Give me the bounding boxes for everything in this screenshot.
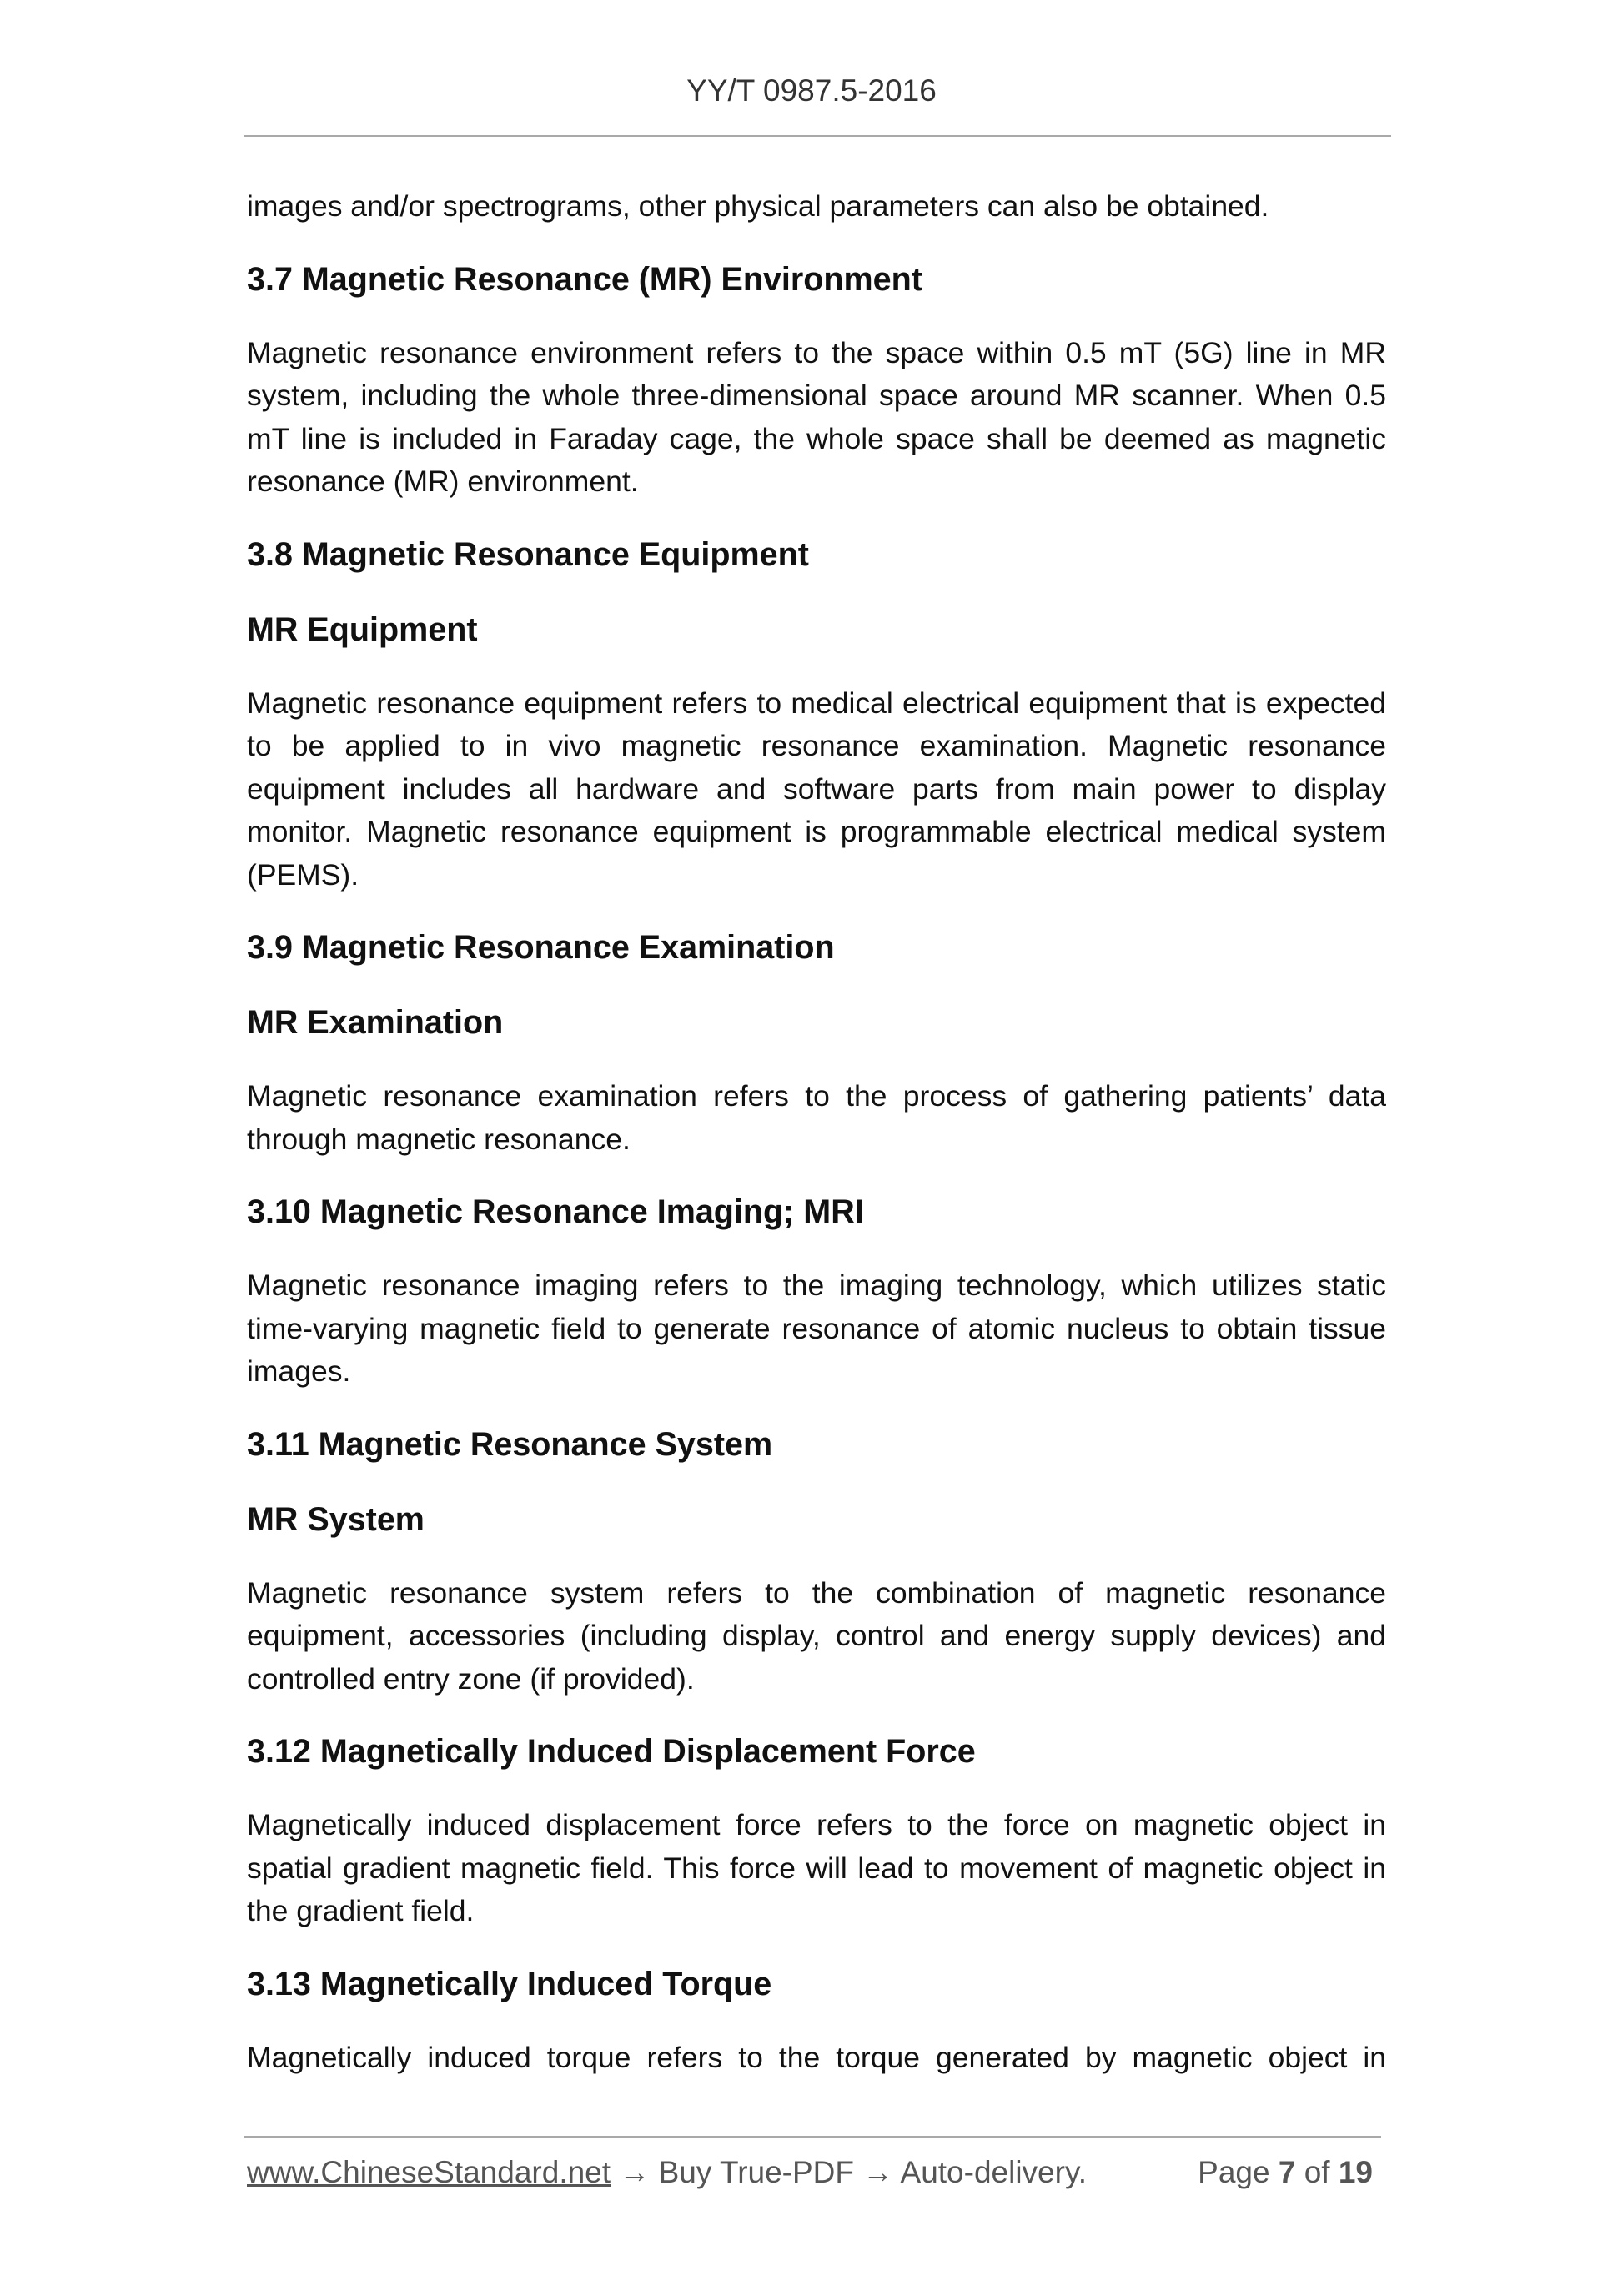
intro-paragraph: images and/or spectrograms, other physical parameters can also be obtained.	[247, 189, 1269, 223]
section-3-10-paragraph: Magnetic resonance imaging refers to the imaging technology, which utilizes static time-varying magnetic field to generate resonance of atomic nucleus to obtain tissue images.	[247, 1269, 1386, 1388]
page-total: 19	[1338, 2155, 1373, 2189]
section-3-10-heading: 3.10 Magnetic Resonance Imaging; MRI	[247, 1193, 864, 1230]
promo-text: → Buy True-PDF → Auto-delivery.	[611, 2155, 1087, 2189]
page-current: 7	[1278, 2155, 1296, 2189]
section-3-13-paragraph: Magnetically induced torque refers to the torque generated by magnetic object in	[247, 2040, 1386, 2074]
document-id-header: YY/T 0987.5-2016	[686, 73, 937, 108]
section-3-12-heading: 3.12 Magnetically Induced Displacement Force	[247, 1733, 976, 1770]
section-3-9-paragraph: Magnetic resonance examination refers to the process of gathering patients’ data through magnetic resonance.	[247, 1079, 1386, 1156]
website-link[interactable]: www.ChineseStandard.net	[247, 2155, 611, 2189]
section-3-7-paragraph: Magnetic resonance environment refers to the space within 0.5 mT (5G) line in MR system, including the whole three-dimensional space around MR scanner. When 0.5 mT line is included in Faraday cage, the whole space shall be deemed as magnetic resonance (MR) environment.	[247, 335, 1386, 498]
header-divider	[244, 135, 1391, 137]
section-3-11-heading: 3.11 Magnetic Resonance System	[247, 1425, 773, 1463]
section-3-13-heading: 3.13 Magnetically Induced Torque	[247, 1965, 772, 2002]
section-3-12-paragraph: Magnetically induced displacement force refers to the force on magnetic object in spatial gradient magnetic field. This force will lead to movement of magnetic object in the gradient field.	[247, 1808, 1386, 1927]
page-number	[1198, 2155, 1373, 2190]
section-3-8-heading: 3.8 Magnetic Resonance Equipment	[247, 535, 809, 573]
footer-promo	[247, 2155, 1087, 2190]
section-3-11-subheading: MR System	[247, 1500, 425, 1538]
page-label: Page	[1198, 2155, 1270, 2189]
section-3-11-paragraph: Magnetic resonance system refers to the combination of magnetic resonance equipment, accessories (including display, control and energy supply devices) and controlled entry zone (if provided).	[247, 1575, 1386, 1696]
section-3-8-subheading: MR Equipment	[247, 610, 478, 648]
section-3-8-paragraph: Magnetic resonance equipment refers to medical electrical equipment that is expected to be applied to in vivo magnetic resonance examination. Magnetic resonance equipment includes all hardware and software parts from main power to display monitor. Magnetic resonance equipment is programmable electrical medical system (PEMS).	[247, 686, 1386, 892]
section-3-7-heading: 3.7 Magnetic Resonance (MR) Environment	[247, 260, 922, 298]
document-body	[247, 185, 1386, 2108]
section-3-9-heading: 3.9 Magnetic Resonance Examination	[247, 929, 835, 966]
section-3-9-subheading: MR Examination	[247, 1004, 504, 1041]
footer-divider	[244, 2136, 1381, 2138]
page-of: of	[1304, 2155, 1330, 2189]
